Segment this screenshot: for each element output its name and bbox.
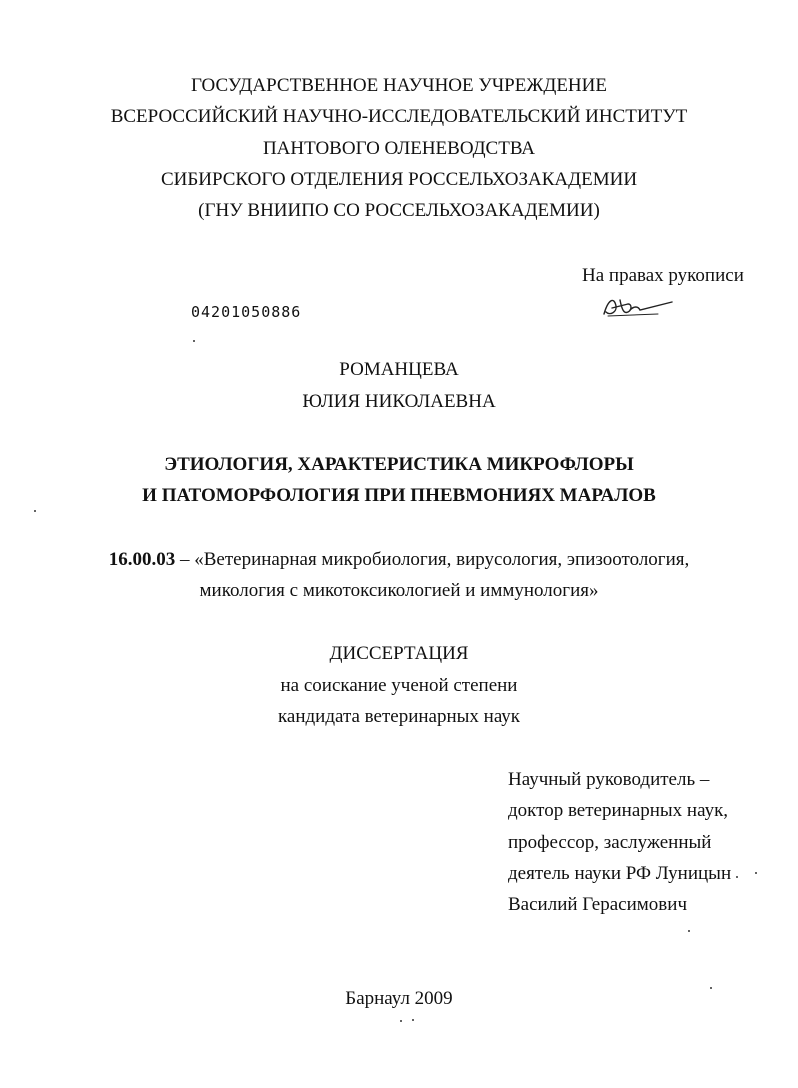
scan-speck xyxy=(34,510,36,512)
scan-speck xyxy=(688,930,690,932)
scan-speck xyxy=(412,1019,414,1021)
institution-abbreviation: (ГНУ ВНИИПО СО РОССЕЛЬХОЗАКАДЕМИИ) xyxy=(198,200,600,221)
institution-line-1: ГОСУДАРСТВЕННОЕ НАУЧНОЕ УЧРЕЖДЕНИЕ xyxy=(191,75,607,96)
signature-mark xyxy=(598,292,674,322)
specialty-line-1 xyxy=(0,548,798,572)
institution-line-2: ВСЕРОССИЙСКИЙ НАУЧНО-ИССЛЕДОВАТЕЛЬСКИЙ ИНСТИТУТ xyxy=(110,106,688,127)
supervisor-line-1: Научный руководитель – xyxy=(508,769,710,790)
specialty-code: 16.00.03 xyxy=(108,549,176,570)
city-year: Барнаул 2009 xyxy=(345,988,453,1009)
scan-speck xyxy=(755,872,757,874)
dissertation-title-line-2: И ПАТОМОРФОЛОГИЯ ПРИ ПНЕВМОНИЯХ МАРАЛОВ xyxy=(142,485,656,506)
specialty-line-2: микология с микотоксикологией и иммунология» xyxy=(199,580,599,601)
catalog-number: 04201050886 xyxy=(191,303,302,321)
scan-speck xyxy=(400,1020,402,1022)
institution-line-3: ПАНТОВОГО ОЛЕНЕВОДСТВА xyxy=(262,138,536,159)
author-given-names: ЮЛИЯ НИКОЛАЕВНА xyxy=(302,391,496,412)
dissertation-title-line-1: ЭТИОЛОГИЯ, ХАРАКТЕРИСТИКА МИКРОФЛОРЫ xyxy=(164,454,634,475)
manuscript-note: На правах рукописи xyxy=(582,265,744,286)
degree-line-2: кандидата ветеринарных наук xyxy=(277,706,521,727)
supervisor-line-4: деятель науки РФ Луницын xyxy=(508,863,732,884)
supervisor-line-2: доктор ветеринарных наук, xyxy=(508,800,729,821)
supervisor-line-3: профессор, заслуженный xyxy=(508,832,712,853)
degree-line-1: на соискание ученой степени xyxy=(280,675,518,696)
author-surname: РОМАНЦЕВА xyxy=(339,359,459,380)
scan-speck xyxy=(736,876,738,878)
institution-line-4: СИБИРСКОГО ОТДЕЛЕНИЯ РОССЕЛЬХОЗАКАДЕМИИ xyxy=(160,169,638,190)
specialty-name-start: – «Ветеринарная микробиология, вирусология, эпизоотология, xyxy=(175,549,690,570)
scan-speck xyxy=(193,340,195,342)
supervisor-line-5: Василий Герасимович xyxy=(508,894,687,915)
document-type: ДИССЕРТАЦИЯ xyxy=(329,643,469,664)
